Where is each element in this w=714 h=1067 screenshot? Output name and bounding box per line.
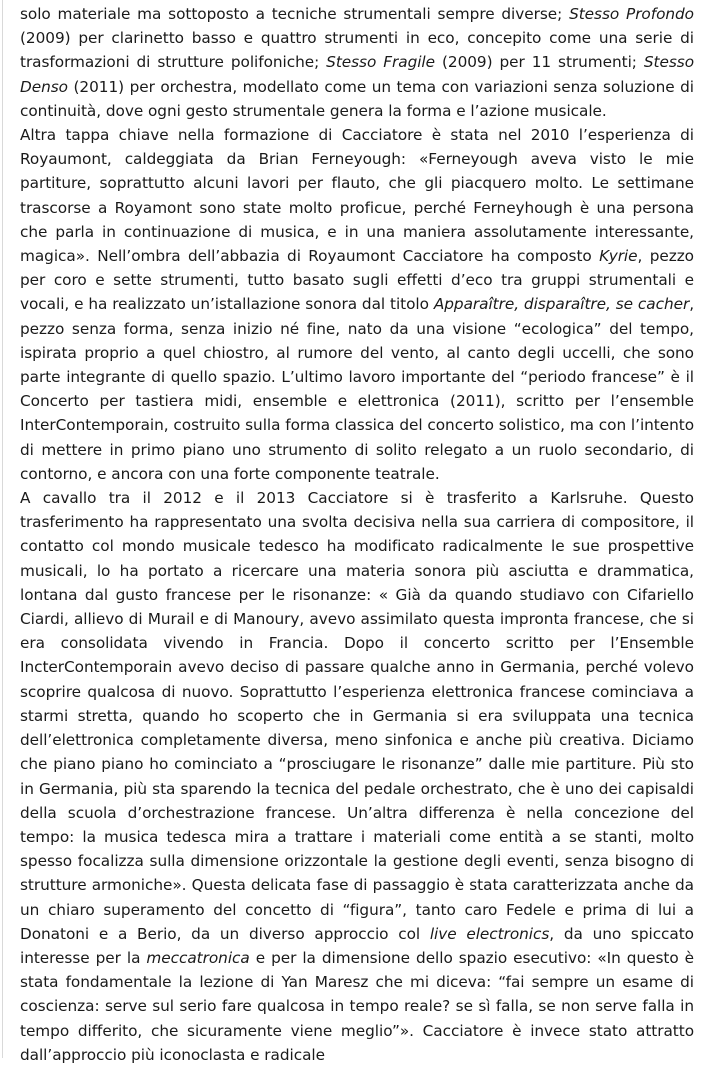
italic-title: Apparaître, disparaître, se cacher (433, 295, 690, 314)
italic-title: Stesso Profondo (569, 5, 694, 23)
document-page (20, 2, 694, 1067)
text-run: A cavallo tra il 2012 e il 2013 Cacciatore si è trasferito a Karlsruhe. Questo trasferimento ha rappresentato una svolta decisiva nella sua carriera di compositore, il contatto col mondo musicale tedesco ha modificato radicalmente le sue prospettive musicali, lo ha portato a ricercare una materia sonora più asciutta e drammatica, lontana dal gusto francese per le risonanze: « Già da quando studiavo con Cifariello Ciardi, allievo di Murail e di Manoury, avevo assimilato questa impronta francese, che si era consolidata vivendo in Francia. Dopo il concerto scritto per l’Ensemble IncterContemporain avevo deciso di passare qualche anno in Germania, perché volevo scoprire qualcosa di nuovo. Soprattutto l’esperienza elettronica francese cominciava a starmi stretta, quando ho scoperto che in Germania si era sviluppata una tecnica dell’elettronica completamente diversa, meno sinfonica e anche più creativa. Diciamo che piano piano ho cominciato a “prosciugare le risonanze” dalle mie partiture. Più sto in Germania, più sta sparendo la tecnica del pedale orchestrato, che è uno dei capisaldi della scuola d’orchestrazione francese. Un’altra differenza è nella concezione del tempo: la musica tedesca mira a trattare i materiali come entità a se stanti, molto spesso focalizza sulla dimensione orizzontale la gestione degli eventi, senza bisogno di strutture armoniche». Questa delicata fase di passaggio è stata caratterizzata anche da un chiaro superamento del concetto di “figura”, tanto caro Fedele e prima di lui a Donatoni e a Berio, da un diverso approccio col (20, 489, 694, 943)
text-run: , pezzo senza forma, senza inizio né fine, nato da una visione “ecologica” del tempo, ispirata proprio a quel chiostro, al rumore del vento, al canto degli uccelli, che sono parte integrante di quello spazio. L’ultimo lavoro importante del “periodo francese” è il Concerto per tastiera midi, ensemble e elettronica (2011), scritto per l’ensemble InterContemporain, costruito sulla forma classica del concerto solistico, ma con l’intento di mettere in primo piano uno strumento di solito relegato a un ruolo secondario, di contorno, e ancora con una forte componente teatrale. (20, 295, 695, 483)
text-run: , pezzo per coro e sette strumenti, tutto basato sugli effetti d’eco tra gruppi strumentali e vocali, e ha realizzato un’istallazione sonora dal titolo (20, 247, 694, 314)
text-run: e per la dimensione dello spazio esecutivo: «In questo è stata fondamentale la lezione di Yan Maresz che mi diceva: “fai sempre un esame di coscienza: serve sul serio fare qualcosa in tempo reale? se sì falla, se non serve falla in tempo differito, che sicuramente viene meglio”». Cacciatore è invece stato attratto dall’approccio più iconoclasta e radicale (20, 948, 695, 1064)
italic-title: meccatronica (146, 948, 250, 967)
italic-title: live electronics (429, 924, 550, 943)
text-run: solo materiale ma sottoposto a tecniche strumentali sempre diverse; (20, 5, 570, 23)
italic-title: Stesso Fragile (326, 53, 435, 72)
text-run: (2009) per clarinetto basso e quattro strumenti in eco, concepito come una serie di trasformazioni di strutture polifoniche; (20, 29, 694, 72)
paragraph (20, 123, 694, 486)
paragraph (20, 2, 694, 123)
text-run: , da uno spiccato interesse per la (20, 924, 694, 967)
page-edge-rule (2, 0, 3, 1058)
italic-title: Stesso Denso (20, 53, 695, 96)
text-run: (2009) per 11 strumenti; (435, 53, 644, 72)
text-run: Altra tappa chiave nella formazione di Cacciatore è stata nel 2010 l’esperienza di Royaumont, caldeggiata da Brian Ferneyough: «Ferneyough aveva visto le mie partiture, soprattutto alcuni lavori per flauto, che gli piacquero molto. Le settimane trascorse a Royamont sono state molto proficue, perché Ferneyhough è una persona che parla in continuazione di musica, e in una maniera assolutamente interessante, magica». Nell’ombra dell’abbazia di Royaumont Cacciatore ha composto (20, 126, 694, 266)
italic-title: Kyrie (599, 247, 638, 266)
paragraph (20, 486, 694, 1067)
text-run: (2011) per orchestra, modellato come un tema con variazioni senza soluzione di continuità, dove ogni gesto strumentale genera la forma e l’azione musicale. (20, 77, 694, 120)
